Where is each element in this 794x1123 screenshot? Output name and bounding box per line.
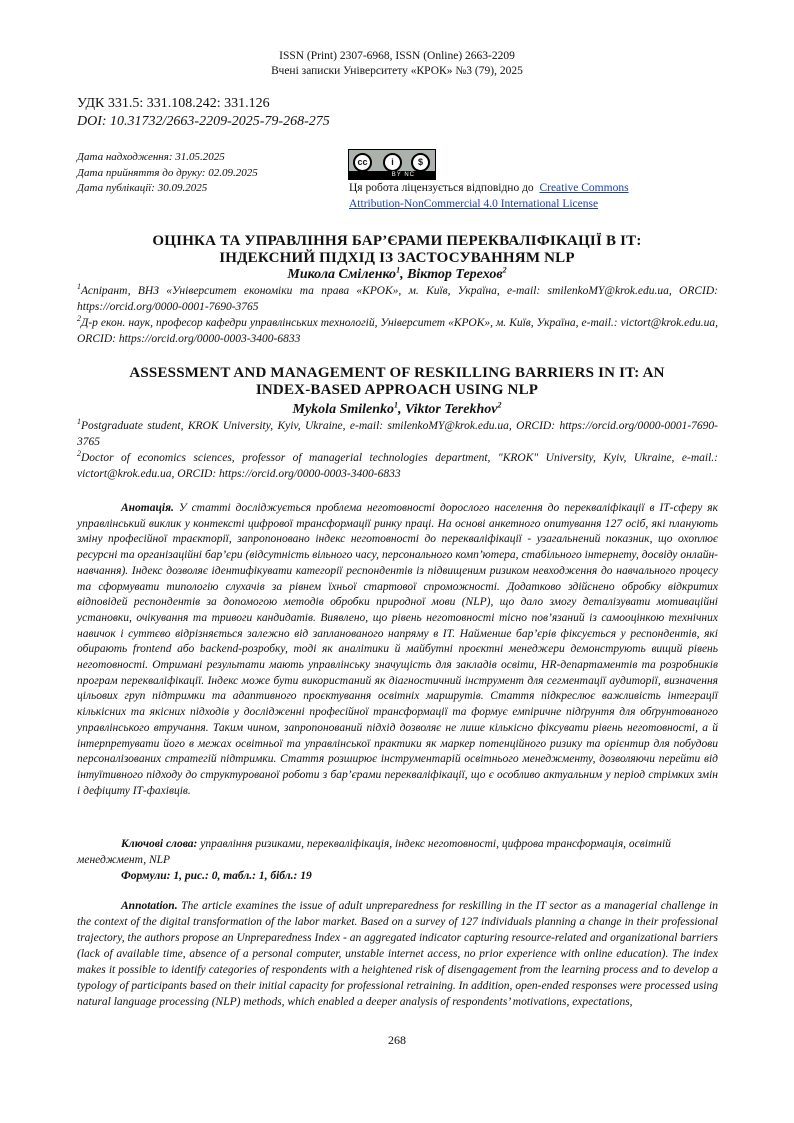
abstract-ua <box>77 501 718 799</box>
title-en-line2: INDEX-BASED APPROACH USING NLP <box>255 382 539 398</box>
author-separator-en: , <box>398 402 406 417</box>
udk-code: УДК 331.5: 331.108.242: 331.126 <box>77 96 270 111</box>
title-ua <box>0 233 794 267</box>
date-published: Дата публікації: 30.09.2025 <box>77 182 208 194</box>
abstract-ua-label: Анотація. <box>121 502 174 514</box>
keywords-ua-text: управління ризиками, перекваліфікація, індекс неготовності, цифрова трансформація, освітній менеджмент, NLP <box>77 838 671 866</box>
author2-ua-sup: 2 <box>502 265 507 275</box>
author1-ua-sup: 1 <box>396 265 401 275</box>
author2-en-sup: 2 <box>497 400 502 410</box>
abstract-en-text: The article examines the issue of adult unpreparedness for reskilling in the IT sector as a managerial challenge in the context of the digital transformation of the labor market. Based on a survey of 127 individuals planning a change in their professional trajectory, the authors propose an Unpreparedness Index - an aggregated indicator capturing resource-related and organizational barriers (lack of available time, absence of a personal computer, unstable internet access, no prior experience with online education). The index makes it possible to identify categories of respondents with a heightened risk of disengagement from the learning process and to develop a typology of participants based on their initial capacity for professional retraining. In addition, open-ended responses were processed using natural language processing (NLP) methods, which enabled a deeper analysis of respondents’ motivations, expectations, <box>77 900 718 1008</box>
attribution-icon: i <box>383 153 402 172</box>
license-text: Ця робота ліцензується відповідно до <box>349 182 534 194</box>
keywords-ua <box>77 837 718 868</box>
aff1-en-sup: 1 <box>77 417 81 427</box>
journal-header <box>0 49 794 79</box>
cc-icon: cc <box>353 153 372 172</box>
cc-badge-label: BY NC <box>349 171 435 179</box>
license-link-part2[interactable]: Attribution-NonCommercial 4.0 International License <box>349 197 599 210</box>
author1-en-sup: 1 <box>394 400 399 410</box>
journal-issn: ISSN (Print) 2307-6968, ISSN (Online) 2663-2209 <box>279 50 515 62</box>
affiliation-en-2 <box>77 451 718 482</box>
author-separator: , <box>400 267 408 282</box>
abstract-en-label: Annotation. <box>121 900 178 912</box>
author1-en: Mykola Smilenko <box>292 402 395 417</box>
aff1-ua-text: Аспірант, ВНЗ «Університет економіки та права «КРОК», м. Київ, Україна, e-mail: smilenkoMY@krok.edu.ua, ORCID: https://orcid.org/0000-0001-7690-3765 <box>77 285 718 313</box>
aff2-en-text: Doctor of economics sciences, professor of managerial technologies department, "KROK" University, Kyiv, Ukraine, e-mail.: victort@krok.edu.ua, ORCID: https://orcid.org/0000-0003-3400-6833 <box>77 452 718 480</box>
publication-dates <box>77 150 258 197</box>
authors-en <box>0 401 794 418</box>
author2-en: Viktor Terekhov <box>405 402 498 417</box>
title-ua-line1: ОЦІНКА ТА УПРАВЛІННЯ БАР’ЄРАМИ ПЕРЕКВАЛІФІКАЦІЇ В ІТ: <box>152 233 642 249</box>
license-link-part1[interactable]: Creative Commons <box>539 182 629 194</box>
aff2-ua-text: Д-р екон. наук, професор кафедри управлінських технологій, Університет «КРОК», м. Київ, Україна, e-mail.: victort@krok.edu.ua, ORCID: https://orcid.org/0000-0003-3400-6833 <box>77 317 718 345</box>
noncommercial-icon: $ <box>411 153 430 172</box>
affiliation-ua-1 <box>77 284 718 315</box>
doi[interactable]: DOI: 10.31732/2663-2209-2025-79-268-275 <box>77 114 330 129</box>
article-identifiers <box>77 95 330 131</box>
aff1-ua-sup: 1 <box>77 282 81 292</box>
title-en <box>0 365 794 399</box>
affiliation-ua-2 <box>77 316 718 347</box>
authors-ua <box>0 266 794 283</box>
aff1-en-text: Postgraduate student, KROK University, Kyiv, Ukraine, e-mail: smilenkoMY@krok.edu.ua, ORCID: https://orcid.org/0000-0001-7690-3765 <box>77 420 718 448</box>
journal-name: Вчені записки Університету «КРОК» №3 (79), 2025 <box>271 65 523 77</box>
date-accepted: Дата прийняття до друку: 02.09.2025 <box>77 166 258 179</box>
title-en-line1: ASSESSMENT AND MANAGEMENT OF RESKILLING BARRIERS IN IT: AN <box>129 365 665 381</box>
abstract-en <box>77 898 718 1010</box>
aff2-en-sup: 2 <box>77 449 81 459</box>
cc-license-icon[interactable] <box>348 149 436 180</box>
title-ua-line2: ІНДЕКСНИЙ ПІДХІД ІЗ ЗАСТОСУВАННЯМ NLP <box>219 250 575 266</box>
aff2-ua-sup: 2 <box>77 314 81 324</box>
abstract-ua-text: У статті досліджується проблема неготовності дорослого населення до перекваліфікації в ІТ-сферу як управлінський виклик у контексті цифрової трансформації ринку праці. На основі анкетного опитування 127 осіб, які планують зміну професійної траєкторії, запропоновано індекс неготовності до перекваліфікації - узагальнений показник, що охоплює ресурсні та організаційні бар’єри (відсутність вільного часу, персонального комп’ютера, стабільного інтернету, досвіду онлайн-навчання). Індекс дозволяє ідентифікувати категорії респондентів із підвищеним ризиком невходження до навчального процесу та сформувати типологію слухачів за рівнем їхньої стартової спроможності. Додатково здійснено обробку відкритих відповідей респондентів за допомогою методів обробки природної мови (NLP), що дало змогу деталізувати мотиваційні установки, очікування та тривоги кандидатів. Виявлено, що рівень неготовності тісно пов’язаний із самооцінкою технічних навичок і суттєво відрізняється залежно від запланованого напряму в ІТ. Найменше бар’єрів фіксується у респондентів, які обирають frontend або backend-розробку, тоді як аналітики й майбутні проєктні менеджери демонструють вищий рівень неготовності. Отримані результати мають управлінську значущість для закладів освіти, HR-департаментів та розробників програм перекваліфікації. Індекс може бути використаний як діагностичний інструмент для сегментації аудиторії, визначення цільових груп підтримки та адаптивного проєктування освітніх маршрутів. Стаття підкреслює важливість інтеграції кількісних та якісних підходів у дослідженні професійної трансформації та формує емпіричне підґрунтя для обґрунтованого управлінського втручання. Таким чином, запропонований підхід дозволяє не лише кількісно фіксувати рівень неготовності, а й інтерпретувати його в межах освітньої та управлінської практики як маркер потенційного ризику та орієнтир для побудови персоналізованих стратегій підтримки. Стаття розширює інструментарій освітнього менеджменту, дозволяючи перейти від інтуїтивного підходу до структурованої роботи з бар’єрами перекваліфікації, що є особливо актуальним у період стрімких змін і дефіциту ІТ-фахівців. <box>77 502 718 797</box>
affiliation-en-1 <box>77 419 718 450</box>
page-number: 268 <box>388 1033 406 1047</box>
formulas-count: Формули: 1, рис.: 0, табл.: 1, бібл.: 19 <box>121 870 312 882</box>
license-notice <box>349 181 629 212</box>
keywords-ua-label: Ключові слова: <box>121 838 198 850</box>
date-received: Дата надходження: 31.05.2025 <box>77 151 225 163</box>
author2-ua: Віктор Терехов <box>407 267 503 282</box>
author1-ua: Микола Сміленко <box>287 267 397 282</box>
